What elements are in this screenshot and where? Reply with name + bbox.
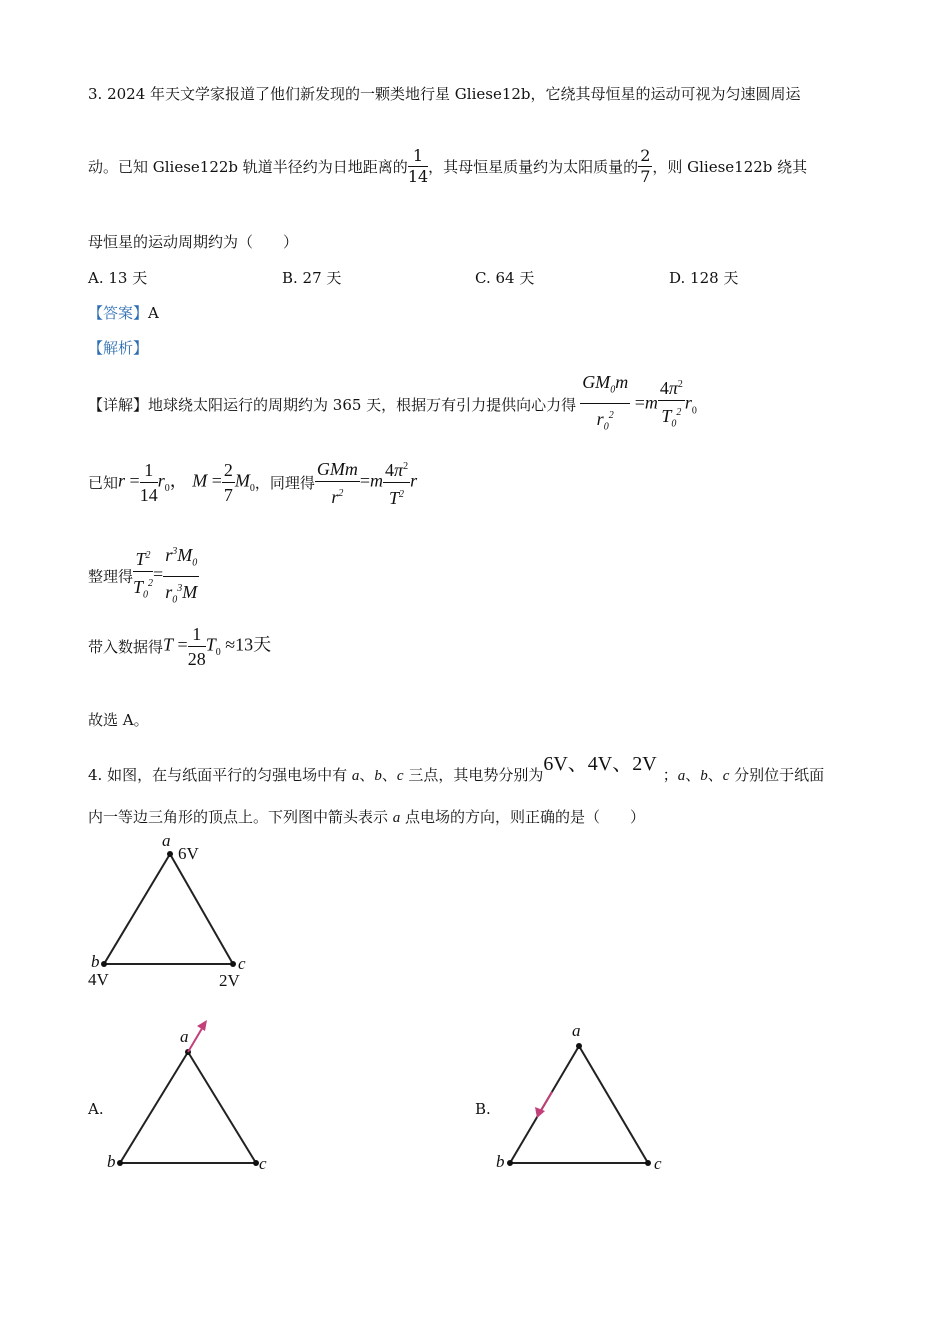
q3-line2 bbox=[88, 146, 807, 187]
similar-label: ，同理得 bbox=[254, 474, 315, 492]
q3-line2-b: ，其母恒星质量约为太阳质量的 bbox=[428, 158, 639, 176]
option-a-triangle bbox=[120, 1052, 256, 1163]
option-a-label-a: a bbox=[180, 1027, 189, 1046]
organize-line bbox=[88, 540, 199, 612]
known-label: 已知 bbox=[88, 474, 119, 492]
main-label-b: b bbox=[91, 952, 100, 971]
frac1-numerator: 1 bbox=[408, 146, 428, 167]
option-a-figure bbox=[100, 1015, 280, 1180]
frac1-denominator: 14 bbox=[407, 167, 429, 186]
q4-line2-b: 点电场的方向，则正确的是（ ） bbox=[400, 808, 646, 826]
detail-line bbox=[88, 370, 697, 439]
q4-var-c: c bbox=[396, 768, 404, 784]
answer-line bbox=[88, 302, 159, 323]
option-a-label-c: c bbox=[259, 1154, 267, 1173]
result-equation: T = $\frac{1}{28}$ $T_0 \approx 13$天 bbox=[163, 624, 272, 669]
detail-text: 地球绕太阳运行的周期约为 365 天，根据万有引力提供向心力得 bbox=[148, 396, 577, 415]
option-a-label-b: b bbox=[107, 1152, 116, 1171]
option-b-label-b: b bbox=[496, 1152, 505, 1171]
q4-line2 bbox=[88, 806, 645, 827]
q4-line1-d: 三点，其电势分别为 bbox=[403, 766, 544, 784]
option-b-vertex-c bbox=[645, 1160, 651, 1166]
ratio-equation: $\frac{T^2}{T_0^2}$ = $\frac{r^3M_0}{r_0^3M}$ bbox=[133, 540, 199, 612]
q4-sep1: 、 bbox=[359, 766, 375, 784]
organize-label: 整理得 bbox=[88, 567, 134, 586]
fraction-two-sevenths bbox=[638, 146, 652, 187]
q3-option-b: B. 27 天 bbox=[282, 269, 342, 287]
triangle-outline bbox=[104, 854, 233, 964]
q4-option-a-label: A. bbox=[88, 1100, 104, 1118]
q4-var-c2: c bbox=[722, 768, 730, 784]
substitute-line bbox=[88, 622, 271, 671]
q4-var-b2: b bbox=[700, 768, 708, 784]
choose-line: 故选 A。 bbox=[88, 711, 149, 729]
analysis-tag: 【解析】 bbox=[88, 339, 149, 357]
gravity-equation-planet: $\frac{\text{GMm}}{r^2}$ =m $\frac{4\pi^2}{T^2}$ r bbox=[315, 455, 417, 510]
gravity-equation-earth: $\frac{GM_0m}{r_0^2}$ =m $\frac{4\pi^2}{T_0^2}$ $r_0$ bbox=[582, 372, 697, 433]
main-potential-c: 2V bbox=[219, 971, 240, 990]
option-b-triangle bbox=[510, 1046, 648, 1163]
q4-line1-e: ； bbox=[662, 766, 678, 784]
q4-var-a: a bbox=[351, 768, 360, 784]
vertex-a-dot bbox=[167, 851, 173, 857]
q4-var-b: b bbox=[374, 768, 382, 784]
option-a-vertex-b bbox=[117, 1160, 123, 1166]
option-a-field-arrow bbox=[188, 1020, 207, 1052]
frac2-numerator: 2 bbox=[640, 146, 651, 165]
option-b-vertex-a bbox=[576, 1043, 582, 1049]
detail-tag: 【详解】 bbox=[88, 396, 149, 415]
main-label-a: a bbox=[162, 831, 171, 850]
option-b-label-c: c bbox=[654, 1154, 662, 1173]
q4-sep4: 、 bbox=[707, 766, 723, 784]
vertex-b-dot bbox=[101, 961, 107, 967]
q4-line1-f: 分别位于纸面 bbox=[729, 766, 825, 784]
q4-var-a3: a bbox=[392, 810, 401, 826]
answer-value: A bbox=[148, 304, 159, 322]
q4-sep2: 、 bbox=[381, 766, 397, 784]
q4-option-b-label: B. bbox=[475, 1100, 491, 1118]
option-b-figure bbox=[490, 1030, 670, 1180]
option-b-field-arrow bbox=[535, 1092, 552, 1118]
q3-option-d: D. 128 天 bbox=[669, 269, 739, 287]
answer-tag: 【答案】 bbox=[88, 304, 149, 322]
q4-var-a2: a bbox=[677, 768, 686, 784]
q4-potentials: 6V、4V、2V bbox=[543, 753, 657, 775]
option-b-vertex-b bbox=[507, 1160, 513, 1166]
known-line bbox=[88, 455, 417, 510]
known-equation: r = $\frac{1}{14}$ $r_0$， M = $\frac{2}{7}$ $M_0$ bbox=[118, 460, 255, 505]
q4-line1 bbox=[88, 753, 825, 786]
q4-line1-a: 4. 如图，在与纸面平行的匀强电场中有 bbox=[88, 766, 352, 784]
main-label-c: c bbox=[238, 954, 246, 973]
q3-line3: 母恒星的运动周期约为（ ） bbox=[88, 233, 299, 251]
q4-line2-a: 内一等边三角形的顶点上。下列图中箭头表示 bbox=[88, 808, 393, 826]
main-potential-b: 4V bbox=[88, 970, 109, 989]
result-value: 13天 bbox=[235, 634, 272, 655]
substitute-label: 带入数据得 bbox=[88, 638, 164, 656]
q3-line2-a: 动。已知 Gliese122b 轨道半径约为日地距离的 bbox=[88, 158, 408, 176]
vertex-c-dot bbox=[230, 961, 236, 967]
q3-option-a: A. 13 天 bbox=[88, 269, 148, 287]
main-potential-a: 6V bbox=[178, 844, 199, 863]
option-b-label-a: a bbox=[572, 1021, 581, 1040]
fraction-one-fourteenth bbox=[408, 146, 428, 187]
q3-option-c: C. 64 天 bbox=[475, 269, 535, 287]
q3-line1: 3. 2024 年天文学家报道了他们新发现的一颗类地行星 Gliese12b，它绕其母恒星的运动可视为匀速圆周运 bbox=[88, 85, 801, 103]
q4-sep3: 、 bbox=[685, 766, 701, 784]
frac2-denominator: 7 bbox=[640, 167, 651, 186]
q3-line2-c: ，则 Gliese122b 绕其 bbox=[652, 158, 808, 176]
